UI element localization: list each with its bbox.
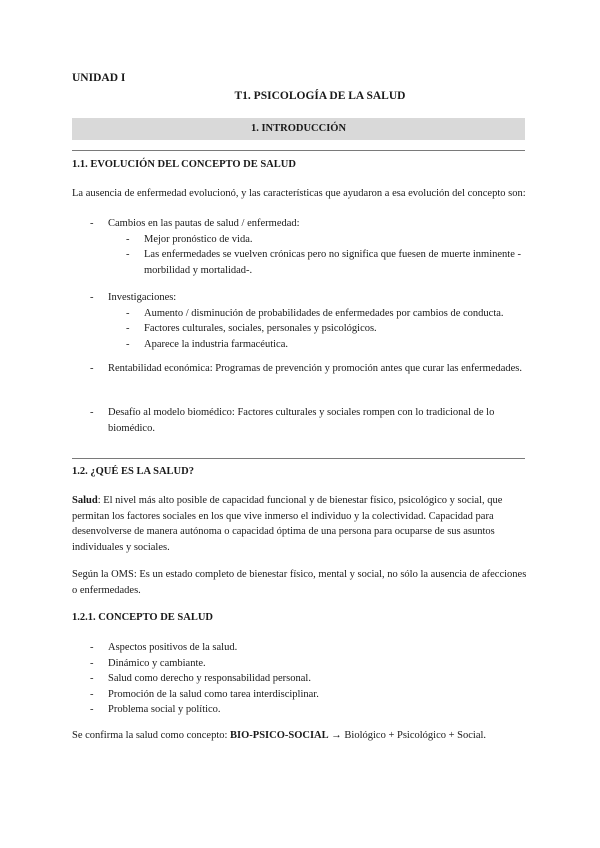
section-heading: 1.2. ¿QUÉ ES LA SALUD? <box>72 466 194 477</box>
paragraph: La ausencia de enfermedad evolucionó, y las características que ayudaron a esa evolución del concepto son: <box>72 188 526 199</box>
list-item: - Problema social y político. <box>90 704 221 715</box>
list-item: - Promoción de la salud como tarea interdisciplinar. <box>90 688 319 700</box>
paragraph: Según la OMS: Es un estado completo de bienestar físico, mental y social, no sólo la ausencia de afecciones o enfermedades. <box>72 569 527 596</box>
arrow-icon: → <box>328 730 345 741</box>
evolution-list <box>72 216 527 278</box>
divider <box>72 458 525 459</box>
health-concept-list <box>72 640 527 718</box>
section-band <box>72 118 525 140</box>
topic-title: T1. PSICOLOGÍA DE LA SALUD <box>234 90 406 102</box>
section-heading: 1.1. EVOLUCIÓN DEL CONCEPTO DE SALUD <box>72 159 296 170</box>
list-item: - Aumento / disminución de probabilidades de enfermedades por cambios de conducta. <box>126 307 504 319</box>
band-title: 1. INTRODUCCIÓN <box>250 123 347 134</box>
evolution-list <box>72 361 527 377</box>
conclusion: Se confirma la salud como concepto: BIO-PSICO-SOCIAL → Biológico + Psicológico + Social. <box>72 730 487 741</box>
section-heading: 1.2.1. CONCEPTO DE SALUD <box>72 612 213 623</box>
definition-term: Salud <box>72 495 98 506</box>
unit-label: UNIDAD I <box>72 72 126 84</box>
list-item: - Dinámico y cambiante. <box>90 657 206 669</box>
evolution-list <box>72 290 527 352</box>
list-item: - Rentabilidad económica: Programas de prevención y promoción antes que curar las enfermedades. <box>90 363 523 374</box>
paragraph <box>72 493 527 555</box>
list-item: - Aspectos positivos de la salud. <box>90 642 238 653</box>
list-item: - Las enfermedades se vuelven crónicas pero no significa que fuesen de muerte inminente -morbilidad y mortalidad-. <box>126 249 521 276</box>
list-item: - Mejor pronóstico de vida. <box>126 233 253 245</box>
list-item: - Cambios en las pautas de salud / enfermedad: - Mejor pronóstico de vida. - Las enfermedades se vuelven crónicas pero no significa que fuesen de muerte inminente -morbilidad y mortalidad-. <box>72 216 527 278</box>
divider <box>72 150 525 151</box>
evolution-list <box>72 405 527 436</box>
list-item: - Factores culturales, sociales, personales y psicológicos. <box>126 323 377 334</box>
list-item: - Aparece la industria farmacéutica. <box>126 338 289 350</box>
list-item: - Desafío al modelo biomédico: Factores culturales y sociales rompen con lo tradicional de lo biomédico. <box>90 407 495 434</box>
list-item: - Investigaciones: - Aumento / disminución de probabilidades de enfermedades por cambios de conducta. - Factores culturales, sociales, personales y psicológicos. - Aparece la industria farmacéutica. <box>72 290 527 352</box>
definition-text: : El nivel más alto posible de capacidad funcional y de bienestar físico, psicológico y social, que permitan los factores sociales en los que vive inmerso el individuo y la colectividad. Capacidad para desenvolverse de manera autónoma o capacidad óptima de una persona para ocuparse de sus asuntos individuales y sociales. <box>72 495 503 553</box>
list-item: - Salud como derecho y responsabilidad personal. <box>90 673 311 684</box>
